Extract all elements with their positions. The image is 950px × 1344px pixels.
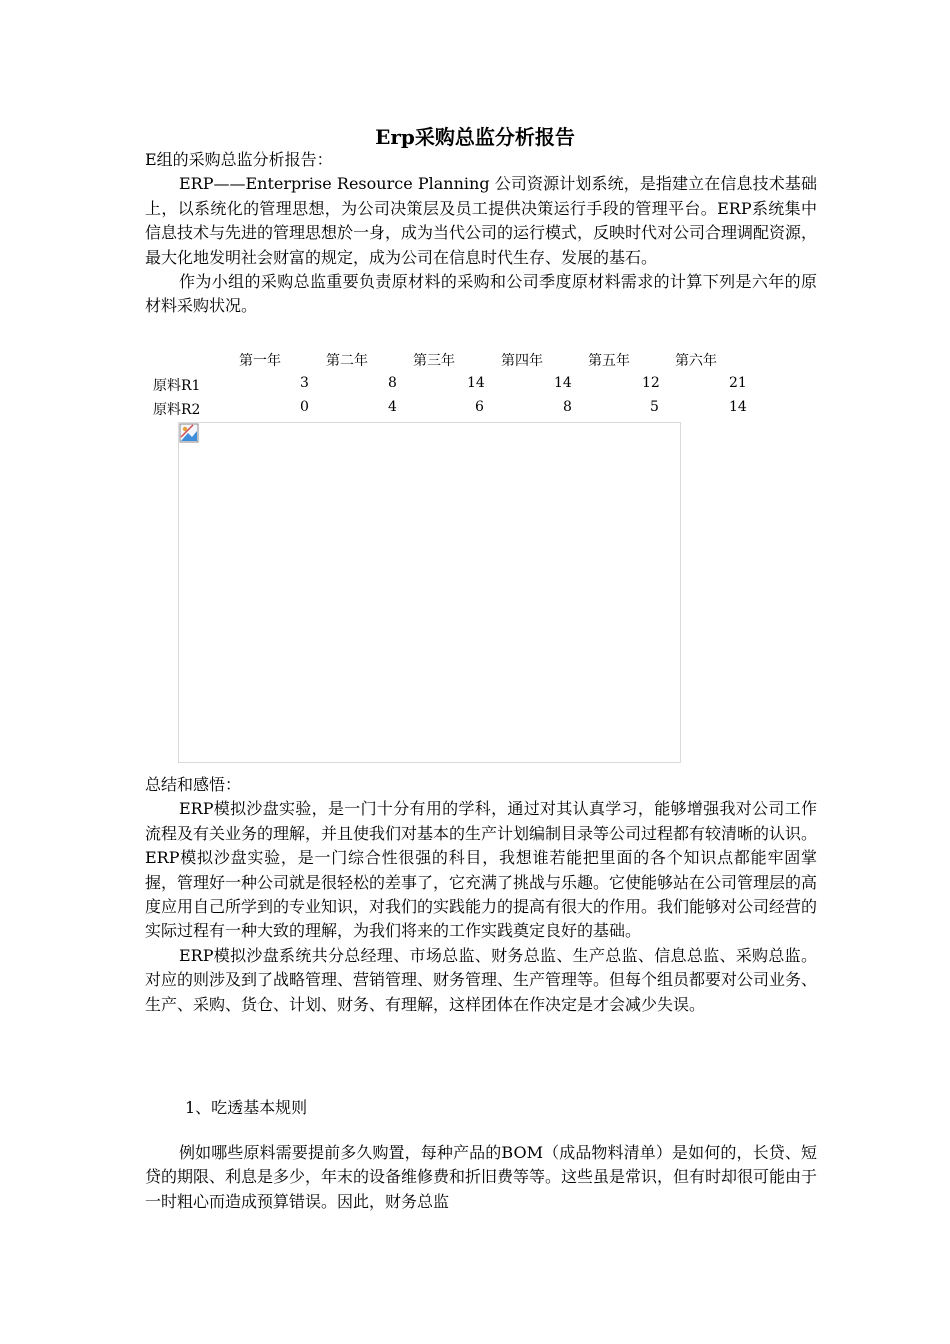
summary-section bbox=[145, 773, 817, 1017]
intro-paragraph-1: ERP——Enterprise Resource Planning 公司资源计划系统，是指建立在信息技术基础上，以系统化的管理思想，为公司决策层及员工提供决策运行手段的管理平台。ERP系统集中信息技术与先进的管理思想於一身，成为当代公司的运行模式，反映时代对公司合理调配资源，最大化地发明社会财富的规定，成为公司在信息时代生存、发展的基石。 bbox=[145, 174, 818, 267]
document-title: Erp采购总监分析报告 bbox=[375, 125, 575, 149]
intro-heading: E组的采购总监分析报告： bbox=[145, 150, 333, 169]
table-cell: 6 bbox=[475, 399, 484, 415]
summary-paragraph-1: ERP模拟沙盘实验，是一门十分有用的学科，通过对其认真学习，能够增强我对公司工作流程及有关业务的理解，并且使我们对基本的生产计划编制目录等公司过程都有较清晰的认识。ERP模拟沙盘实验，是一门综合性很强的科目，我想谁若能把里面的各个知识点都能牢固掌握，管理好一种公司就是很轻松的差事了，它充满了挑战与乐趣。它使能够站在公司管理层的高度应用自己所学到的专业知识，对我们的实践能力的提高有很大的作用。我们能够对公司经营的实际过程有一种大致的理解，为我们将来的工作实践奠定良好的基础。 bbox=[145, 799, 818, 941]
rule-paragraph: 例如哪些原料需要提前多久购置，每种产品的BOM（成品物料清单）是如何的，长贷、短贷的期限、利息是多少，年末的设备维修费和折旧费等等。这些虽是常识，但有时却很可能由于一时粗心而造成预算错误。因此，财务总监 bbox=[145, 1143, 818, 1211]
row-label: 原料R2 bbox=[153, 402, 201, 418]
table-header-cell: 第三年 bbox=[413, 353, 455, 369]
summary-heading: 总结和感悟： bbox=[145, 775, 242, 794]
summary-paragraph-2: ERP模拟沙盘系统共分总经理、市场总监、财务总监、生产总监、信息总监、采购总监。对应的则涉及到了战略管理、营销管理、财务管理、生产管理等。但每个组员都要对公司业务、生产、采购、货仓、计划、财务、有理解，这样团体在作决定是才会减少失误。 bbox=[145, 945, 818, 1014]
table-cell: 14 bbox=[467, 374, 485, 391]
row-label: 原料R1 bbox=[153, 377, 201, 394]
broken-image-icon bbox=[179, 423, 199, 443]
table-cell: 8 bbox=[388, 374, 397, 391]
table-cell: 8 bbox=[563, 399, 572, 415]
rule-heading-block bbox=[145, 1096, 817, 1120]
table-cell: 14 bbox=[554, 374, 572, 391]
table-header-cell: 第四年 bbox=[501, 353, 543, 369]
table-cell: 14 bbox=[729, 399, 747, 415]
table-cell: 3 bbox=[300, 374, 309, 391]
table-cell: 4 bbox=[388, 399, 397, 415]
table-header-cell: 第六年 bbox=[675, 353, 717, 369]
table-cell: 0 bbox=[300, 399, 309, 415]
table-cell: 12 bbox=[642, 374, 660, 391]
table-cell: 21 bbox=[729, 374, 747, 391]
rule-section bbox=[145, 1141, 817, 1214]
rule-heading: 1、吃透基本规则 bbox=[185, 1098, 308, 1117]
table-row bbox=[145, 397, 765, 422]
table-cell: 5 bbox=[650, 399, 659, 415]
table-header-cell: 第五年 bbox=[588, 353, 630, 369]
table-header-cell: 第二年 bbox=[326, 353, 368, 369]
table-header-cell: 第一年 bbox=[239, 353, 281, 369]
intro-paragraph-2: 作为小组的采购总监重要负责原材料的采购和公司季度原材料需求的计算下列是六年的原材料采购状况。 bbox=[145, 272, 817, 316]
table-row bbox=[145, 373, 765, 398]
purchase-table bbox=[145, 348, 765, 422]
intro-section bbox=[145, 148, 817, 319]
chart-image-placeholder bbox=[178, 422, 681, 763]
table-header-row bbox=[145, 348, 765, 373]
